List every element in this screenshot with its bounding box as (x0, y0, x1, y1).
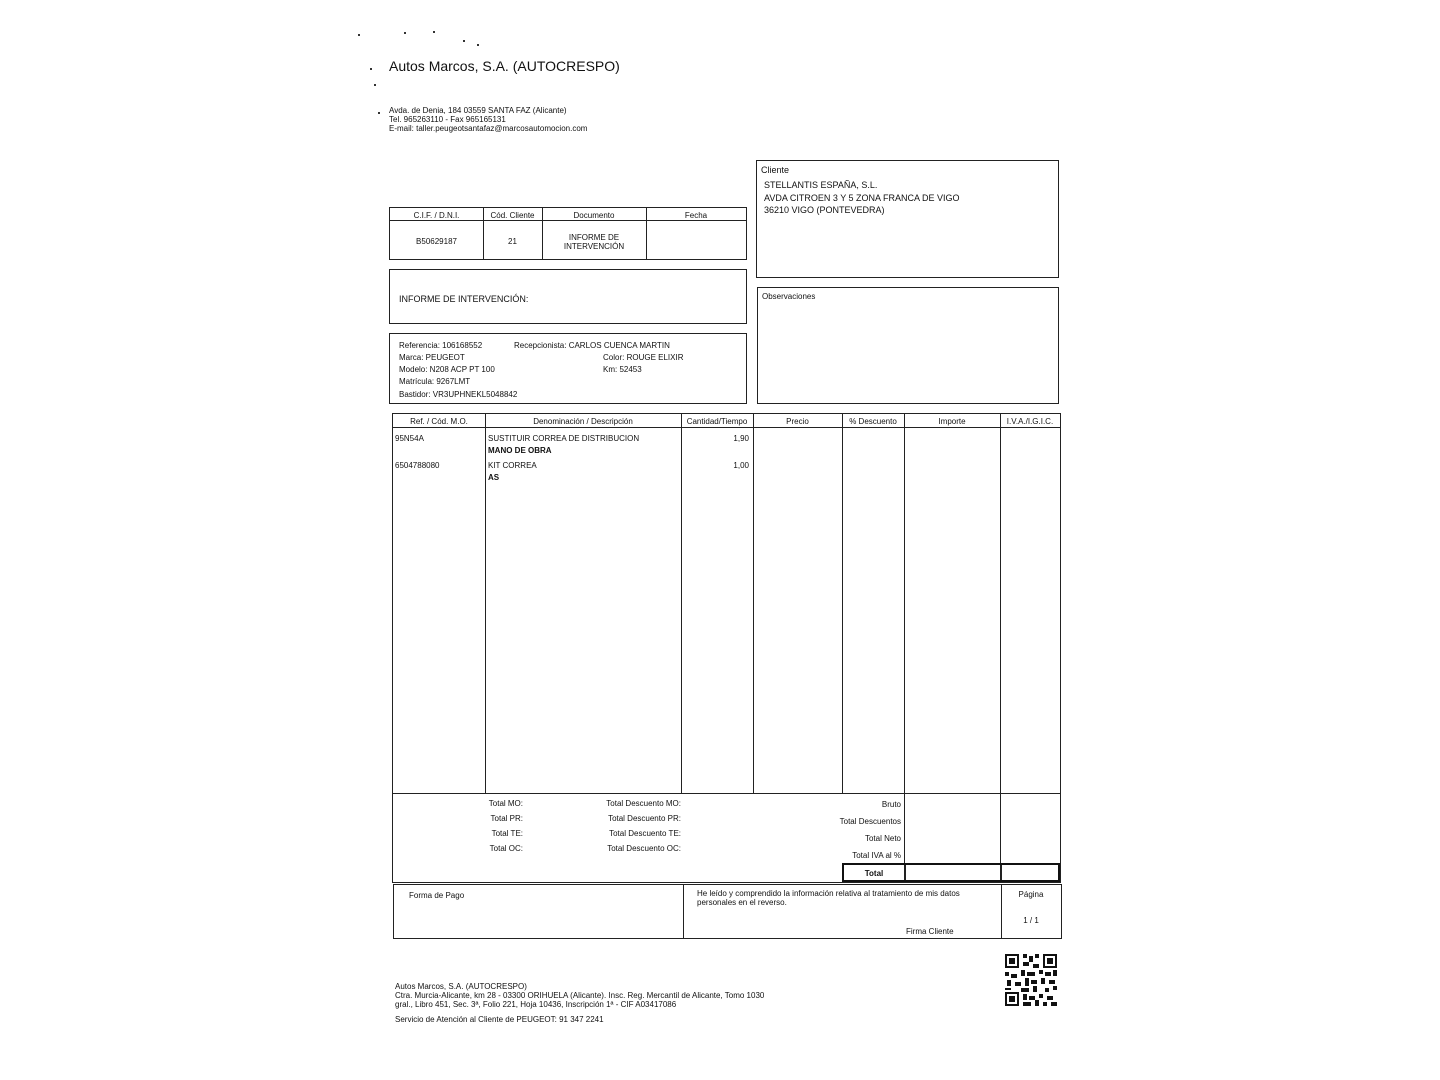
col-client-code-header: Cód. Cliente (490, 211, 535, 220)
items-col-sep (1000, 414, 1001, 882)
legal-company: Autos Marcos, S.A. (AUTOCRESPO) (395, 982, 527, 991)
report-label: INFORME DE INTERVENCIÓN: (399, 294, 529, 304)
scan-speck (378, 112, 380, 114)
client-city: 36210 VIGO (PONTEVEDRA) (764, 205, 885, 215)
row-desc: KIT CORREA (488, 461, 537, 470)
vehicle-color: Color: ROUGE ELIXIR (603, 353, 684, 362)
total-mo-label: Total MO: (488, 799, 523, 808)
vehicle-recepcionista: Recepcionista: CARLOS CUENCA MARTIN (514, 341, 670, 350)
scan-speck (374, 84, 376, 86)
desc-pr-label: Total Descuento PR: (608, 814, 681, 823)
scan-speck (433, 31, 435, 33)
grand-total-sep (1000, 865, 1002, 880)
page-number: 1 / 1 (1023, 916, 1039, 925)
total-descuentos-label: Total Descuentos (839, 817, 901, 826)
scan-speck (477, 44, 479, 46)
col-date-header: Fecha (684, 211, 708, 220)
scan-speck (463, 40, 465, 42)
legal-registry-line: gral., Libro 451, Sec. 3ª, Folio 221, Hoja 10436, Inscripción 1ª - CIF A03417086 (395, 1000, 677, 1009)
document-value: INFORME DE INTERVENCIÓN (563, 233, 625, 251)
items-table (392, 413, 1061, 883)
items-col-sep (753, 414, 754, 793)
company-phone-line: Tel. 965263110 - Fax 965165131 (389, 115, 506, 124)
col-qty-header: Cantidad/Tiempo (686, 417, 748, 426)
vehicle-bastidor: Bastidor: VR3UPHNEKL5048842 (399, 390, 518, 399)
total-iva-label: Total IVA al % (852, 851, 901, 860)
total-neto-label: Total Neto (864, 834, 901, 843)
bruto-label: Bruto (881, 800, 901, 809)
desc-mo-label: Total Descuento MO: (606, 799, 681, 808)
client-label: Cliente (761, 165, 790, 175)
col-ref-header: Ref. / Cód. M.O. (410, 417, 468, 426)
scan-speck (358, 34, 360, 36)
privacy-notice: He leído y comprendido la información relativa al tratamiento de mis datos personales en el reverso. (697, 889, 960, 907)
desc-oc-label: Total Descuento OC: (607, 844, 681, 853)
company-address-line: Avda. de Denia, 184 03559 SANTA FAZ (Alicante) (389, 106, 567, 115)
row-ref: 6504788080 (395, 461, 440, 470)
client-code-value: 21 (508, 237, 517, 246)
client-address: AVDA CITROEN 3 Y 5 ZONA FRANCA DE VIGO (764, 193, 960, 203)
company-name: Autos Marcos, S.A. (AUTOCRESPO) (389, 58, 620, 74)
items-col-sep (681, 414, 682, 793)
row-qty: 1,90 (733, 434, 749, 443)
items-header-divider (393, 427, 1060, 428)
header-table-divider (390, 220, 746, 221)
grand-total-sep (904, 865, 906, 880)
vehicle-matricula: Matrícula: 9267LMT (399, 377, 471, 386)
col-desc-header: Denominación / Descripción (533, 417, 633, 426)
total-oc-label: Total OC: (489, 844, 523, 853)
header-table (389, 207, 747, 260)
row-qty: 1,00 (733, 461, 749, 470)
col-document-header: Documento (573, 211, 615, 220)
vehicle-referencia: Referencia: 106168552 (399, 341, 483, 350)
payment-method-label: Forma de Pago (409, 891, 465, 900)
items-col-sep (485, 414, 486, 793)
desc-te-label: Total Descuento TE: (609, 829, 681, 838)
vehicle-box (389, 333, 747, 404)
company-address (389, 106, 587, 133)
company-email-line: E-mail: taller.peugeotsantafaz@marcosautomocion.com (389, 124, 588, 133)
row-ref: 95N54A (395, 434, 424, 443)
col-amount-header: Importe (938, 417, 966, 426)
legal-footer (395, 982, 764, 1024)
grand-total-box (842, 863, 1060, 882)
total-pr-label: Total PR: (490, 814, 523, 823)
cif-value: B50629187 (416, 237, 457, 246)
observations-label: Observaciones (762, 292, 816, 301)
row-sub: AS (488, 473, 500, 482)
grand-total-label: Total (864, 869, 884, 878)
customer-service-line: Servicio de Atención al Cliente de PEUGEOT: 91 347 2241 (395, 1015, 604, 1024)
items-body-divider (393, 793, 1060, 794)
vehicle-km: Km: 52453 (603, 365, 642, 374)
client-box (756, 160, 1059, 278)
vehicle-modelo: Modelo: N208 ACP PT 100 (399, 365, 495, 374)
col-vat-header: I.V.A./I.G.I.C. (1006, 417, 1054, 426)
total-te-label: Total TE: (491, 829, 523, 838)
row-desc: SUSTITUIR CORREA DE DISTRIBUCION (488, 434, 640, 443)
col-cif-header: C.I.F. / D.N.I. (413, 211, 460, 220)
items-col-sep (842, 414, 843, 793)
report-box (389, 269, 747, 324)
signature-label: Firma Cliente (906, 927, 954, 936)
client-name: STELLANTIS ESPAÑA, S.L. (764, 180, 878, 190)
row-sub: MANO DE OBRA (488, 446, 552, 455)
qr-code-icon (1005, 954, 1057, 1006)
vehicle-marca: Marca: PEUGEOT (399, 353, 465, 362)
legal-registry-line: Ctra. Murcia-Alicante, km 28 - 03300 ORIHUELA (Alicante). Insc. Reg. Mercantil de Alicante, Tomo 1030 (395, 991, 765, 1000)
footer-sep (683, 885, 684, 938)
scan-speck (370, 68, 372, 70)
items-col-sep (904, 414, 905, 793)
col-price-header: Precio (786, 417, 809, 426)
col-discount-header: % Descuento (849, 417, 897, 426)
footer-box (393, 884, 1062, 939)
page-label: Página (1018, 890, 1044, 899)
scan-speck (404, 32, 406, 34)
observations-box (757, 287, 1059, 404)
